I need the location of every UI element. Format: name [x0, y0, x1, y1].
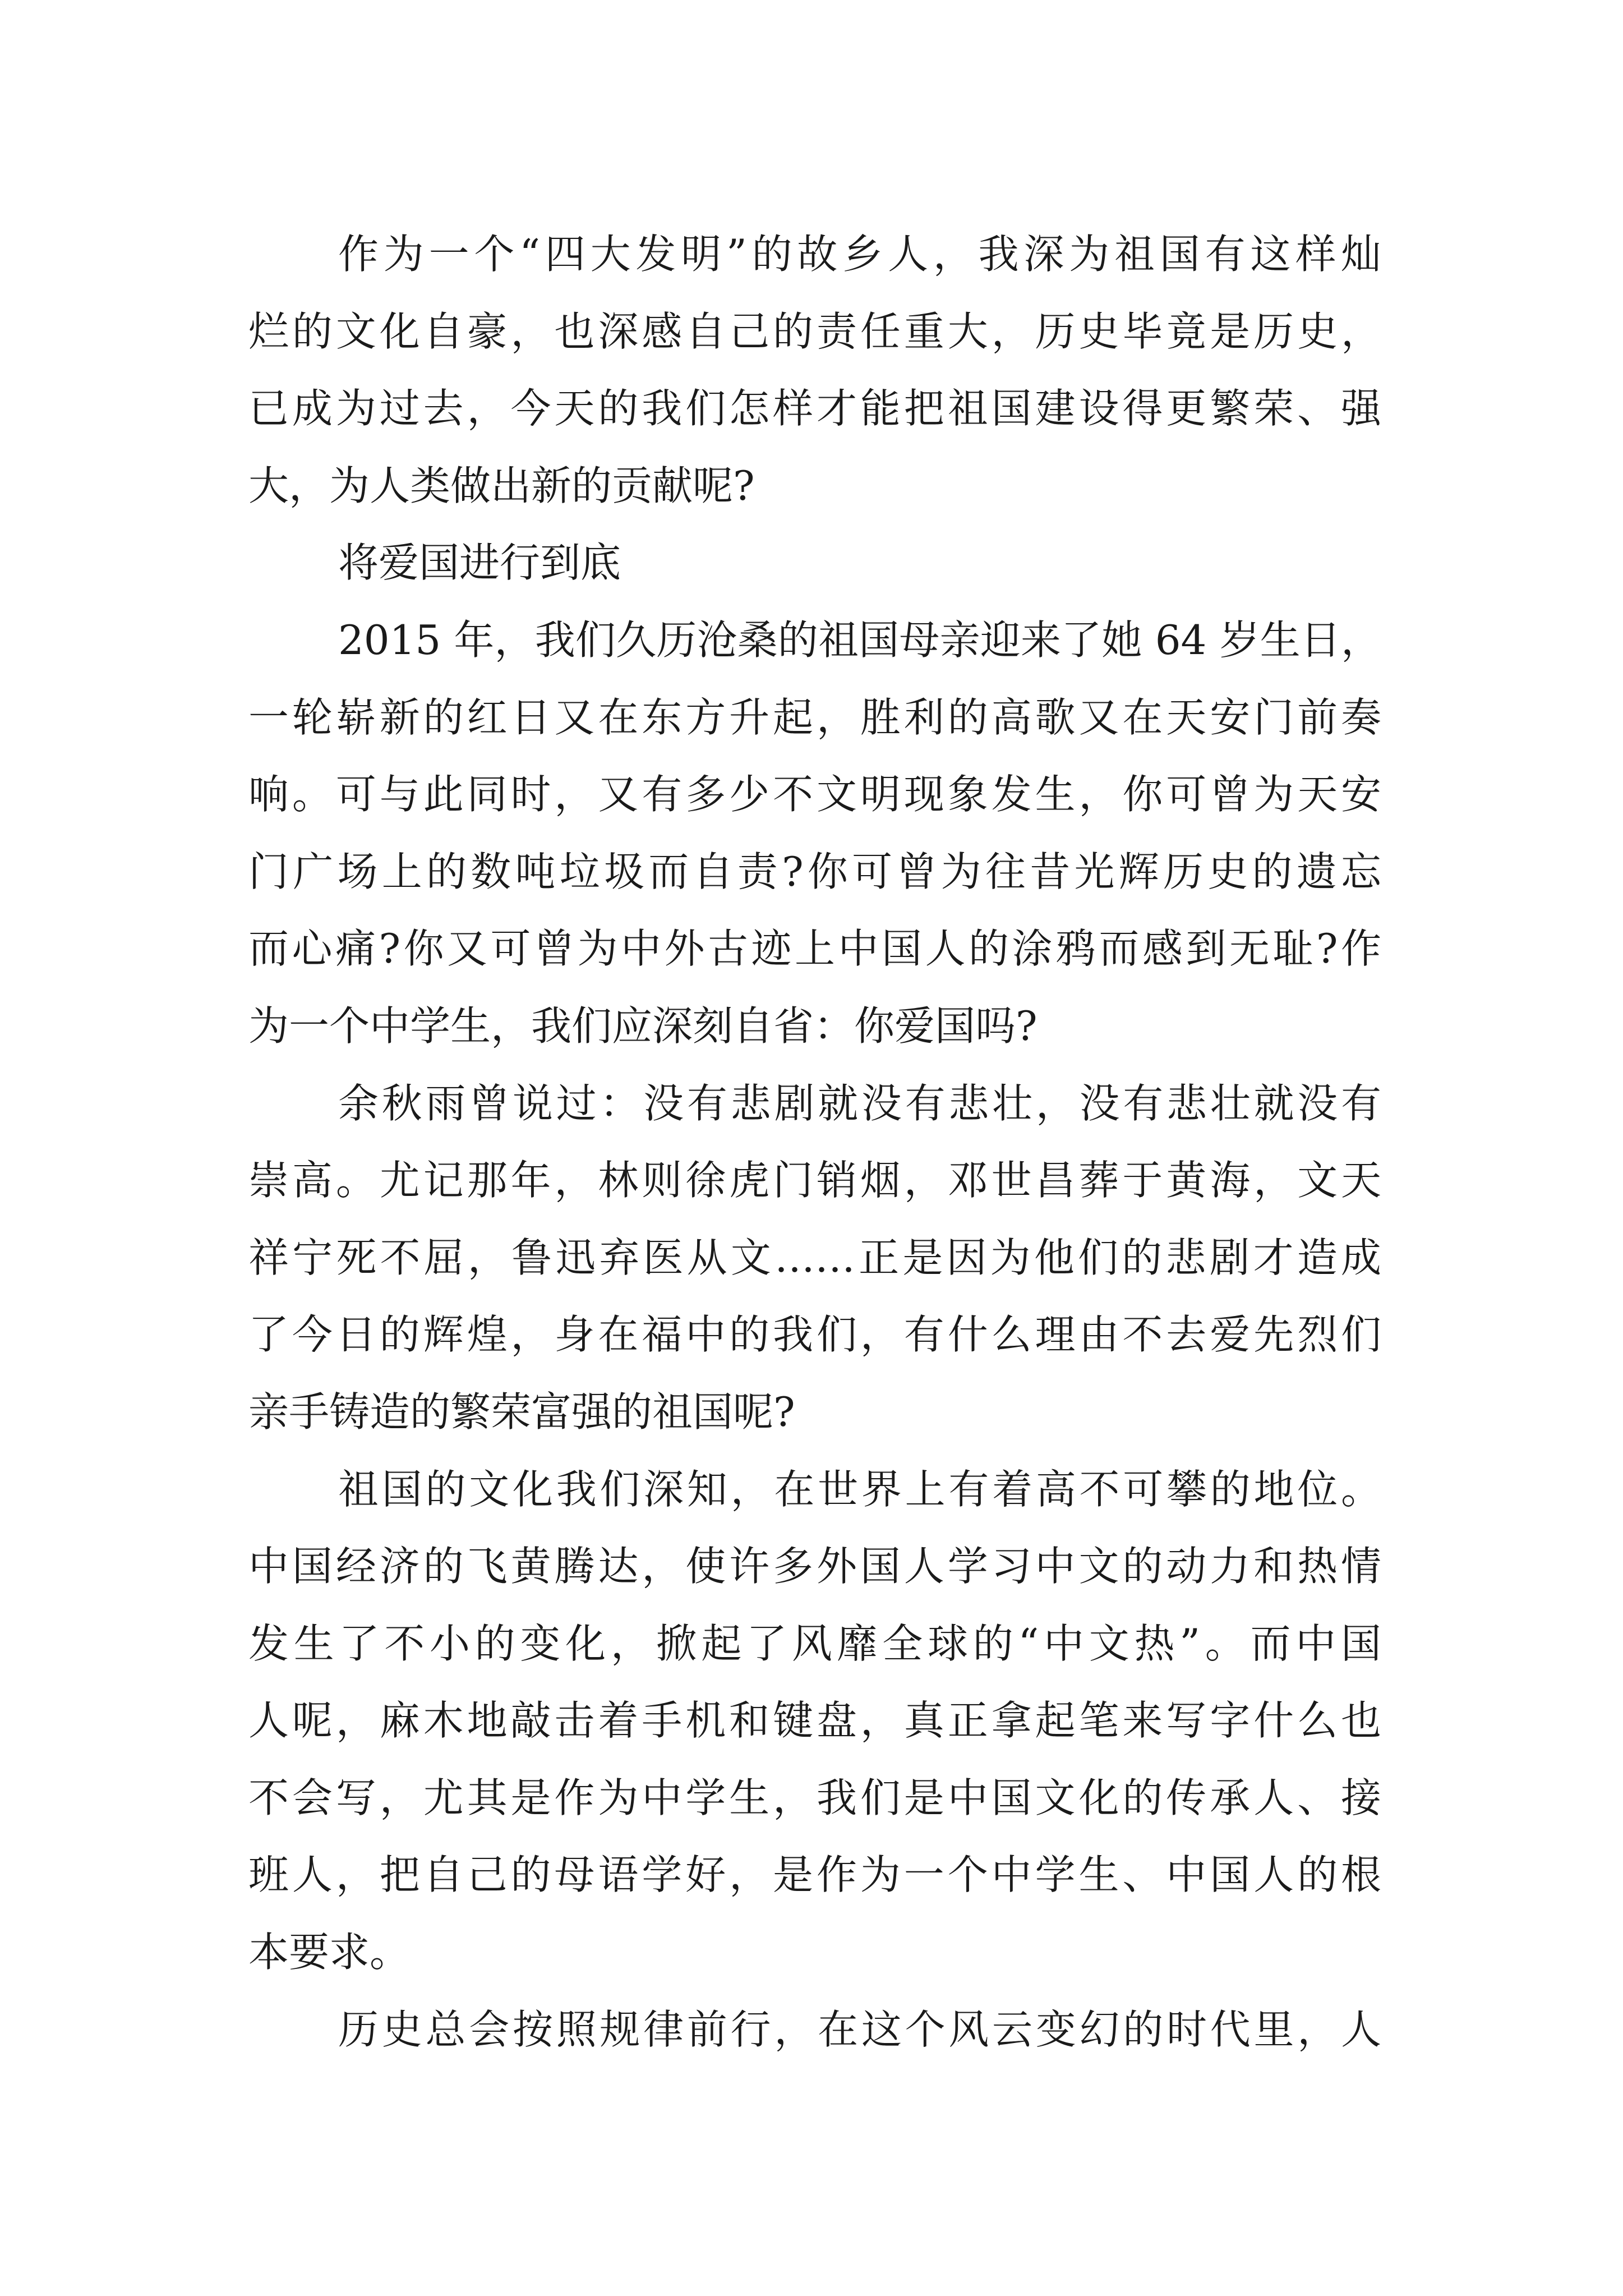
paragraph-four-inventions	[248, 216, 1381, 524]
text-line: 作为一个“四大发明”的故乡人，我深为祖国有这样灿	[338, 231, 1381, 278]
text-line: 烂的文化自豪，也深感自己的责任重大，历史毕竟是历史，	[248, 307, 1381, 355]
text-line: 已成为过去，今天的我们怎样才能把祖国建设得更繁荣、强	[248, 385, 1381, 432]
paragraph-2015-birthday	[248, 602, 1381, 1065]
section-heading	[248, 524, 1381, 602]
text-line: 2015 年，我们久历沧桑的祖国母亲迎来了她 64 岁生日，	[338, 616, 1381, 664]
text-line: 中国经济的飞黄腾达，使许多外国人学习中文的动力和热情	[248, 1543, 1381, 1590]
text-line: 了今日的辉煌，身在福中的我们，有什么理由不去爱先烈们	[248, 1311, 1381, 1359]
paragraph-history	[248, 1991, 1381, 2069]
text-line: 人呢，麻木地敲击着手机和键盘，真正拿起笔来写字什么也	[248, 1697, 1381, 1745]
text-line: 历史总会按照规律前行，在这个风云变幻的时代里，人	[338, 2005, 1381, 2053]
text-line: 一轮崭新的红日又在东方升起，胜利的高歌又在天安门前奏	[248, 693, 1381, 741]
paragraph-yu-qiuyu	[248, 1065, 1381, 1451]
paragraph-culture	[248, 1451, 1381, 1991]
text-line: 发生了不小的变化，掀起了风靡全球的“中文热”。而中国	[248, 1619, 1381, 1667]
text-line: 门广场上的数吨垃圾而自责?你可曾为往昔光辉历史的遗忘	[248, 848, 1381, 895]
text-line: 亲手铸造的繁荣富强的祖国呢?	[248, 1388, 795, 1435]
text-line: 崇高。尤记那年，林则徐虎门销烟，邓世昌葬于黄海，文天	[248, 1157, 1381, 1204]
text-line: 大，为人类做出新的贡献呢?	[248, 462, 755, 509]
text-line: 余秋雨曾说过：没有悲剧就没有悲壮，没有悲壮就没有	[338, 1079, 1381, 1127]
text-line: 本要求。	[248, 1929, 411, 1976]
document-body	[248, 216, 1381, 2068]
text-line: 祖国的文化我们深知，在世界上有着高不可攀的地位。	[338, 1465, 1381, 1513]
heading-line: 将爱国进行到底	[338, 539, 621, 587]
text-line: 班人，把自己的母语学好，是作为一个中学生、中国人的根	[248, 1851, 1381, 1899]
text-line: 不会写，尤其是作为中学生，我们是中国文化的传承人、接	[248, 1774, 1381, 1821]
text-line: 而心痛?你又可曾为中外古迹上中国人的涂鸦而感到无耻?作	[248, 925, 1381, 973]
text-line: 祥宁死不屈，鲁迅弃医从文……正是因为他们的悲剧才造成	[248, 1234, 1381, 1281]
text-line: 响。可与此同时，又有多少不文明现象发生，你可曾为天安	[248, 771, 1381, 818]
text-line: 为一个中学生，我们应深刻自省：你爱国吗?	[248, 1002, 1038, 1050]
